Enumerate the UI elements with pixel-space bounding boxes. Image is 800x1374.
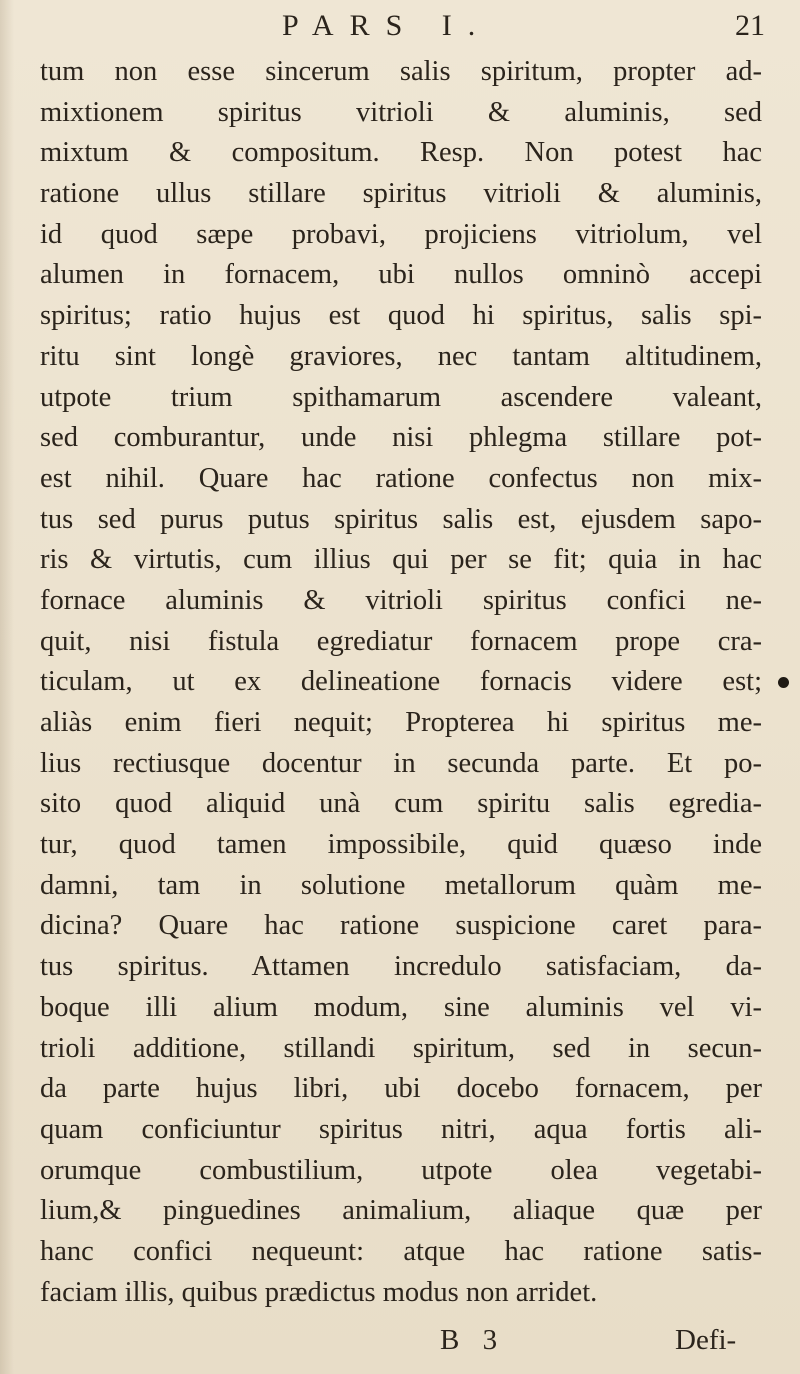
- text-line: ritu sint longè graviores, nec tantam altitudinem,: [40, 340, 762, 372]
- text-line: spiritus; ratio hujus est quod hi spiritus, salis spi-: [40, 300, 762, 332]
- text-line: utpote trium spithamarum ascendere valeant,: [40, 381, 762, 413]
- text-line: hanc confici nequeunt: atque hac ratione satis-: [40, 1235, 762, 1267]
- text-line: da parte hujus libri, ubi docebo fornacem, per: [40, 1073, 762, 1105]
- page-footer: [0, 1320, 800, 1364]
- ink-dot-mark: [778, 677, 789, 688]
- page-header: [0, 6, 800, 46]
- text-line: mixtum & compositum. Resp. Non potest hac: [40, 137, 762, 169]
- text-line: dicina? Quare hac ratione suspicione caret para-: [40, 910, 762, 942]
- text-line: sito quod aliquid unà cum spiritu salis egredia-: [40, 788, 762, 820]
- catchword: Defi-: [675, 1324, 737, 1356]
- text-line: trioli additione, stillandi spiritum, sed in secun-: [40, 1032, 762, 1064]
- text-line: tus spiritus. Attamen incredulo satisfaciam, da-: [40, 951, 762, 983]
- text-line: lium,& pinguedines animalium, aliaque quæ per: [40, 1195, 762, 1227]
- text-line: boque illi alium modum, sine aluminis vel vi-: [40, 991, 762, 1023]
- text-line: sed comburantur, unde nisi phlegma stillare pot-: [40, 422, 762, 454]
- text-line: ratione ullus stillare spiritus vitrioli & aluminis,: [40, 178, 762, 210]
- text-line: lius rectiusque docentur in secunda parte. Et po-: [40, 747, 762, 779]
- text-line: faciam illis, quibus prædictus modus non arridet.: [40, 1276, 598, 1308]
- text-line: mixtionem spiritus vitrioli & aluminis, sed: [40, 96, 762, 128]
- body-text: [40, 52, 762, 1313]
- text-line: tum non esse sincerum salis spiritum, propter ad-: [40, 56, 762, 87]
- text-line: ris & virtutis, cum illius qui per se fit; quia in hac: [40, 544, 762, 576]
- text-line: tus sed purus putus spiritus salis est, ejusdem sapo-: [40, 503, 762, 535]
- running-title: PARS I.: [282, 9, 492, 42]
- text-line: aliàs enim fieri nequit; Propterea hi spiritus me-: [40, 707, 762, 738]
- gutter-shadow: [0, 0, 14, 1374]
- text-line: tur, quod tamen impossibile, quid quæso inde: [40, 829, 762, 861]
- signature-mark: B 3: [440, 1324, 506, 1356]
- text-line: ticulam, ut ex delineatione fornacis videre est;: [40, 666, 762, 698]
- text-line: fornace aluminis & vitrioli spiritus confici ne-: [40, 584, 762, 616]
- text-line: est nihil. Quare hac ratione confectus non mix-: [40, 462, 762, 494]
- text-line: damni, tam in solutione metallorum quàm me-: [40, 869, 762, 901]
- text-line: id quod sæpe probavi, projiciens vitriolum, vel: [40, 218, 762, 250]
- page-number: 21: [735, 9, 765, 42]
- text-line: quit, nisi fistula egrediatur fornacem prope cra-: [40, 625, 762, 657]
- text-line: alumen in fornacem, ubi nullos omninò accepi: [40, 259, 762, 291]
- text-line: quam conficiuntur spiritus nitri, aqua fortis ali-: [40, 1113, 762, 1145]
- text-line: orumque combustilium, utpote olea vegetabi-: [40, 1154, 762, 1186]
